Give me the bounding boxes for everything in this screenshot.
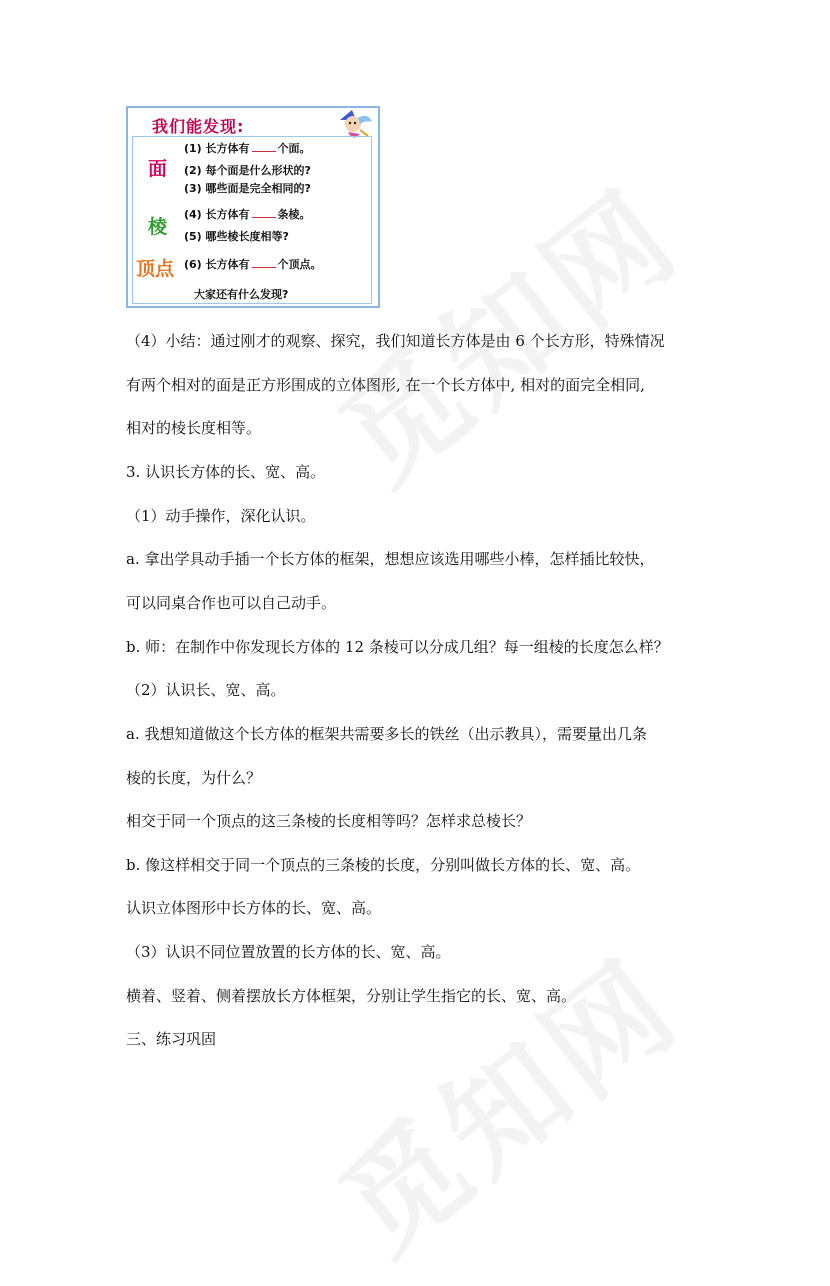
paragraph-line: 有两个相对的面是正方形围成的立体图形, 在一个长方体中, 相对的面完全相同, (126, 376, 645, 394)
question-1: (1) 长方体有 个面。 (184, 142, 311, 155)
question-6: (6) 长方体有 个顶点。 (184, 258, 322, 271)
paragraph-line: （3）认识不同位置放置的长方体的长、宽、高。 (126, 943, 451, 961)
paragraph-line: （4）小结：通过刚才的观察、探究，我们知道长方体是由 6 个长方形，特殊情况 (126, 332, 665, 350)
category-vertex: 顶点 (136, 258, 175, 280)
paragraph-line: 相交于同一个顶点的这三条棱的长度相等吗？怎样求总棱长？ (126, 812, 532, 830)
lesson-slide-image (126, 106, 380, 308)
paragraph-line: b. 像这样相交于同一个顶点的三条棱的长度，分别叫做长方体的长、宽、高。 (126, 856, 641, 874)
paragraph-line: a. 我想知道做这个长方体的框架共需要多长的铁丝（出示教具），需要量出几条 (126, 725, 647, 743)
section-heading: 3. 认识长方体的长、宽、高。 (126, 463, 326, 481)
question-2: (2) 每个面是什么形状的? (184, 164, 311, 177)
question-5: (5) 哪些棱长度相等? (184, 230, 289, 243)
question-3: (3) 哪些面是完全相同的? (184, 182, 311, 195)
paragraph-line: （1）动手操作，深化认识。 (126, 507, 316, 525)
question-4: (4) 长方体有 条棱。 (184, 208, 311, 221)
slide-closing-question: 大家还有什么发现? (194, 288, 289, 301)
watermark (300, 914, 708, 1286)
paragraph-line: a. 拿出学具动手插一个长方体的框架，想想应该选用哪些小棒，怎样插比较快， (126, 550, 655, 568)
paragraph-line: （2）认识长、宽、高。 (126, 681, 286, 699)
category-face: 面 (148, 158, 168, 180)
answer-blank (252, 141, 276, 152)
paragraph-line: b. 师：在制作中你发现长方体的 12 条棱可以分成几组？每一组棱的长度怎么样？ (126, 638, 669, 656)
answer-blank (252, 207, 276, 218)
section-heading: 三、练习巩固 (126, 1030, 217, 1048)
paragraph-line: 棱的长度，为什么？ (126, 769, 262, 787)
paragraph-line: 认识立体图形中长方体的长、宽、高。 (126, 899, 382, 917)
slide-title: 我们能发现: (152, 117, 245, 136)
paragraph-line: 可以同桌合作也可以自己动手。 (126, 594, 337, 612)
paragraph-line: 横着、竖着、侧着摆放长方体框架，分别让学生指它的长、宽、高。 (126, 987, 577, 1005)
answer-blank (252, 257, 276, 268)
category-edge: 棱 (148, 216, 168, 238)
paragraph-line: 相对的棱长度相等。 (126, 419, 262, 437)
